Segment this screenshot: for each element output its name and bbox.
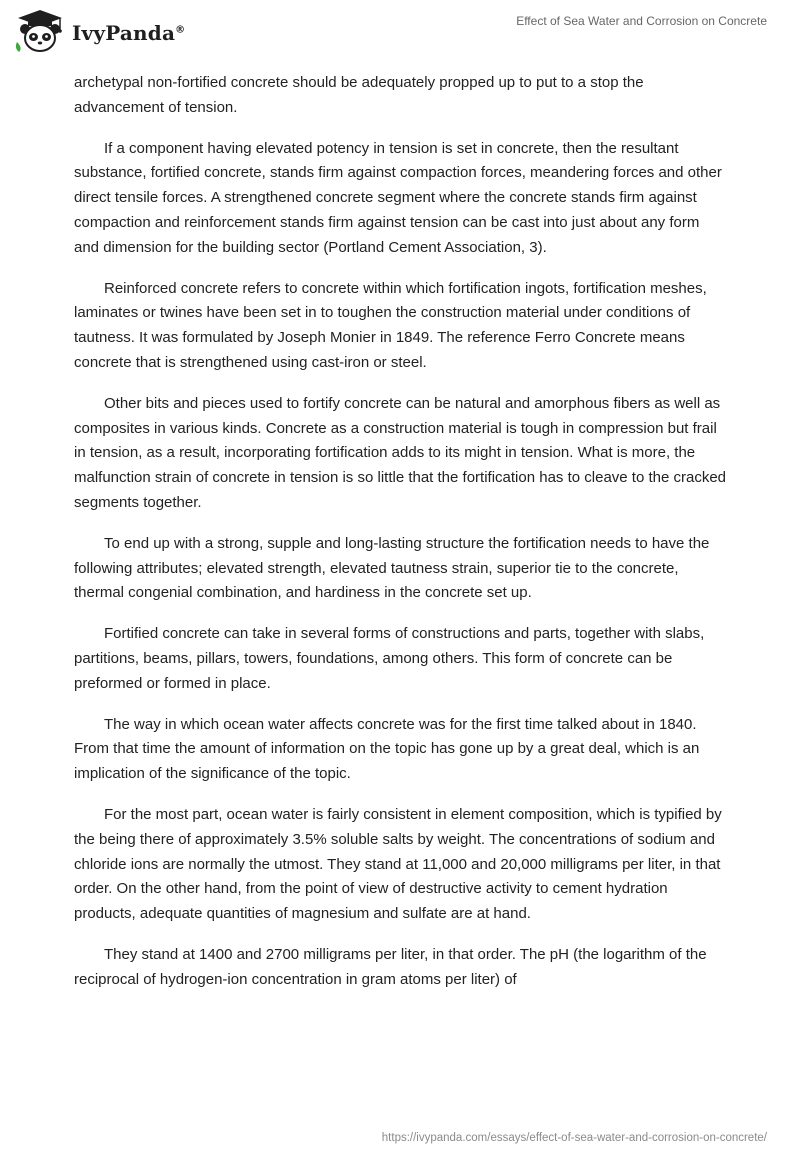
document-title: Effect of Sea Water and Corrosion on Concrete [516, 14, 767, 28]
paragraph: Reinforced concrete refers to concrete within which fortification ingots, fortification meshes, laminates or twines have been set in to toughen the construction material under conditions of tautness. It was formulated by Joseph Monier in 1849. The reference Ferro Concrete means concrete that is strengthened using cast-iron or steel. [74, 279, 707, 371]
paragraph: To end up with a strong, supple and long-lasting structure the fortification needs to have the following attributes; elevated strength, elevated tautness strain, superior tie to the concrete, thermal congenial combination, and hardiness in the concrete set up. [74, 534, 710, 602]
brand-logo[interactable] [14, 8, 185, 54]
paragraph: For the most part, ocean water is fairly consistent in element composition, which is typified by the being there of approximately 3.5% soluble salts by weight. The concentrations of sodium and chloride ions are normally the utmost. They stand at 11,000 and 20,000 milligrams per liter, in that order. On the other hand, from the point of view of destructive activity to cement hydration products, adequate quantities of magnesium and sulfate are at hand. [74, 805, 722, 923]
paragraph: They stand at 1400 and 2700 milligrams per liter, in that order. The pH (the logarithm of the reciprocal of hydrogen-ion concentration in gram atoms per liter) of [74, 945, 707, 988]
registered-mark: ® [175, 24, 186, 36]
paragraph: Other bits and pieces used to fortify concrete can be natural and amorphous fibers as well as composites in various kinds. Concrete as a construction material is tough in compression but frail in tension, as a result, incorporating fortification adds to its might in tension. What is more, the malfunction strain of concrete in tension is so little that the fortification has to cleave to the cracked segments together. [74, 394, 727, 511]
source-url[interactable]: https://ivypanda.com/essays/effect-of-sea-water-and-corrosion-on-concrete/ [381, 1132, 767, 1144]
page-header [0, 0, 800, 70]
essay-body [74, 71, 726, 1009]
paragraph: The way in which ocean water affects concrete was for the first time talked about in 1840. From that time the amount of information on the topic has gone up by a great deal, which is an implication of the significance of the topic. [74, 715, 700, 783]
paragraph: archetypal non-fortified concrete should be adequately propped up to put to a stop the advancement of tension. [74, 74, 644, 116]
paragraph: Fortified concrete can take in several forms of constructions and parts, together with slabs, partitions, beams, pillars, towers, foundations, among others. This form of concrete can be preformed or formed in place. [74, 625, 705, 692]
brand-name: IvyPanda® [72, 21, 186, 45]
panda-graduate-icon [14, 8, 66, 54]
paragraph: If a component having elevated potency in tension is set in concrete, then the resultant substance, fortified concrete, stands firm against compaction forces, meandering forces and other direct tensile forces. A strengthened concrete segment where the concrete stands firm against compaction and reinforcement stands firm against tension can be cast into just about any form and dimension for the building sector (Portland Cement Association, 3). [74, 139, 722, 256]
